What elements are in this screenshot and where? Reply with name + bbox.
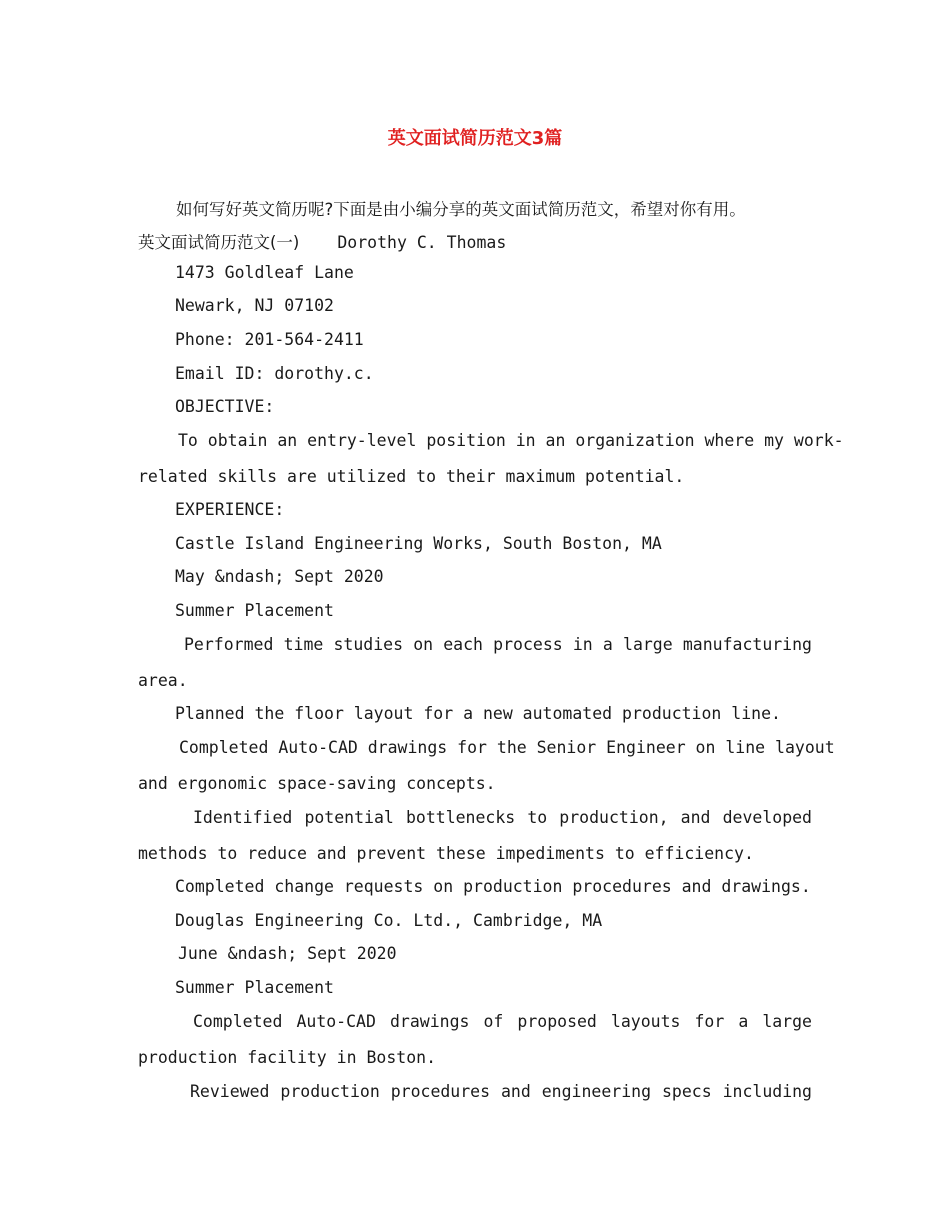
objective-text-1: To obtain an entry-level position in an organization where my work- — [178, 431, 844, 450]
job1-bullet3-line2: and ergonomic space-saving concepts. — [138, 774, 496, 793]
resume-header-line — [138, 229, 506, 253]
section-label: 英文面试简历范文(一) — [138, 233, 300, 252]
job1-bullet5: Completed change requests on production procedures and drawings. — [175, 877, 811, 896]
job1-bullet2: Planned the floor layout for a new automated production line. — [175, 704, 781, 723]
job1-bullet4-line1: Identified potential bottlenecks to production, and developed — [193, 808, 812, 827]
job2-bullet1-line2: production facility in Boston. — [138, 1048, 437, 1067]
job1-bullet1-line2: area. — [138, 671, 188, 690]
objective-heading: OBJECTIVE: — [175, 397, 275, 416]
objective-text-line-2: related skills are utilized to their maximum potential. — [138, 467, 685, 486]
job1-bullet4-line2: methods to reduce and prevent these impediments to efficiency. — [138, 844, 754, 863]
job1-bullet3-line1: Completed Auto-CAD drawings for the Senior Engineer on line layout — [179, 738, 835, 757]
address-line-1: 1473 Goldleaf Lane — [175, 263, 354, 282]
document-title: 英文面试简历范文3篇 — [387, 128, 563, 149]
job2-company: Douglas Engineering Co. Ltd., Cambridge, MA — [175, 911, 603, 930]
phone-line: Phone: 201-564-2411 — [175, 330, 364, 349]
job2-role: Summer Placement — [175, 978, 334, 997]
objective-text-line-1 — [138, 431, 844, 450]
email-line: Email ID: dorothy.c. — [175, 364, 374, 383]
job2-dates: June &ndash; Sept 2020 — [178, 944, 397, 963]
applicant-name: Dorothy C. Thomas — [337, 233, 507, 252]
job2-bullet1-line1: Completed Auto-CAD drawings of proposed layouts for a large — [193, 1012, 812, 1031]
job1-dates: May &ndash; Sept 2020 — [175, 567, 384, 586]
experience-heading: EXPERIENCE: — [175, 500, 285, 519]
job1-company: Castle Island Engineering Works, South Boston, MA — [175, 534, 662, 553]
address-line-2: Newark, NJ 07102 — [175, 296, 334, 315]
intro-paragraph: 如何写好英文简历呢?下面是由小编分享的英文面试简历范文，希望对你有用。 — [176, 200, 746, 219]
job1-bullet1-line1: Performed time studies on each process in a large manufacturing — [184, 635, 812, 654]
job1-role: Summer Placement — [175, 601, 334, 620]
job2-bullet2-line1: Reviewed production procedures and engineering specs including — [190, 1082, 812, 1101]
